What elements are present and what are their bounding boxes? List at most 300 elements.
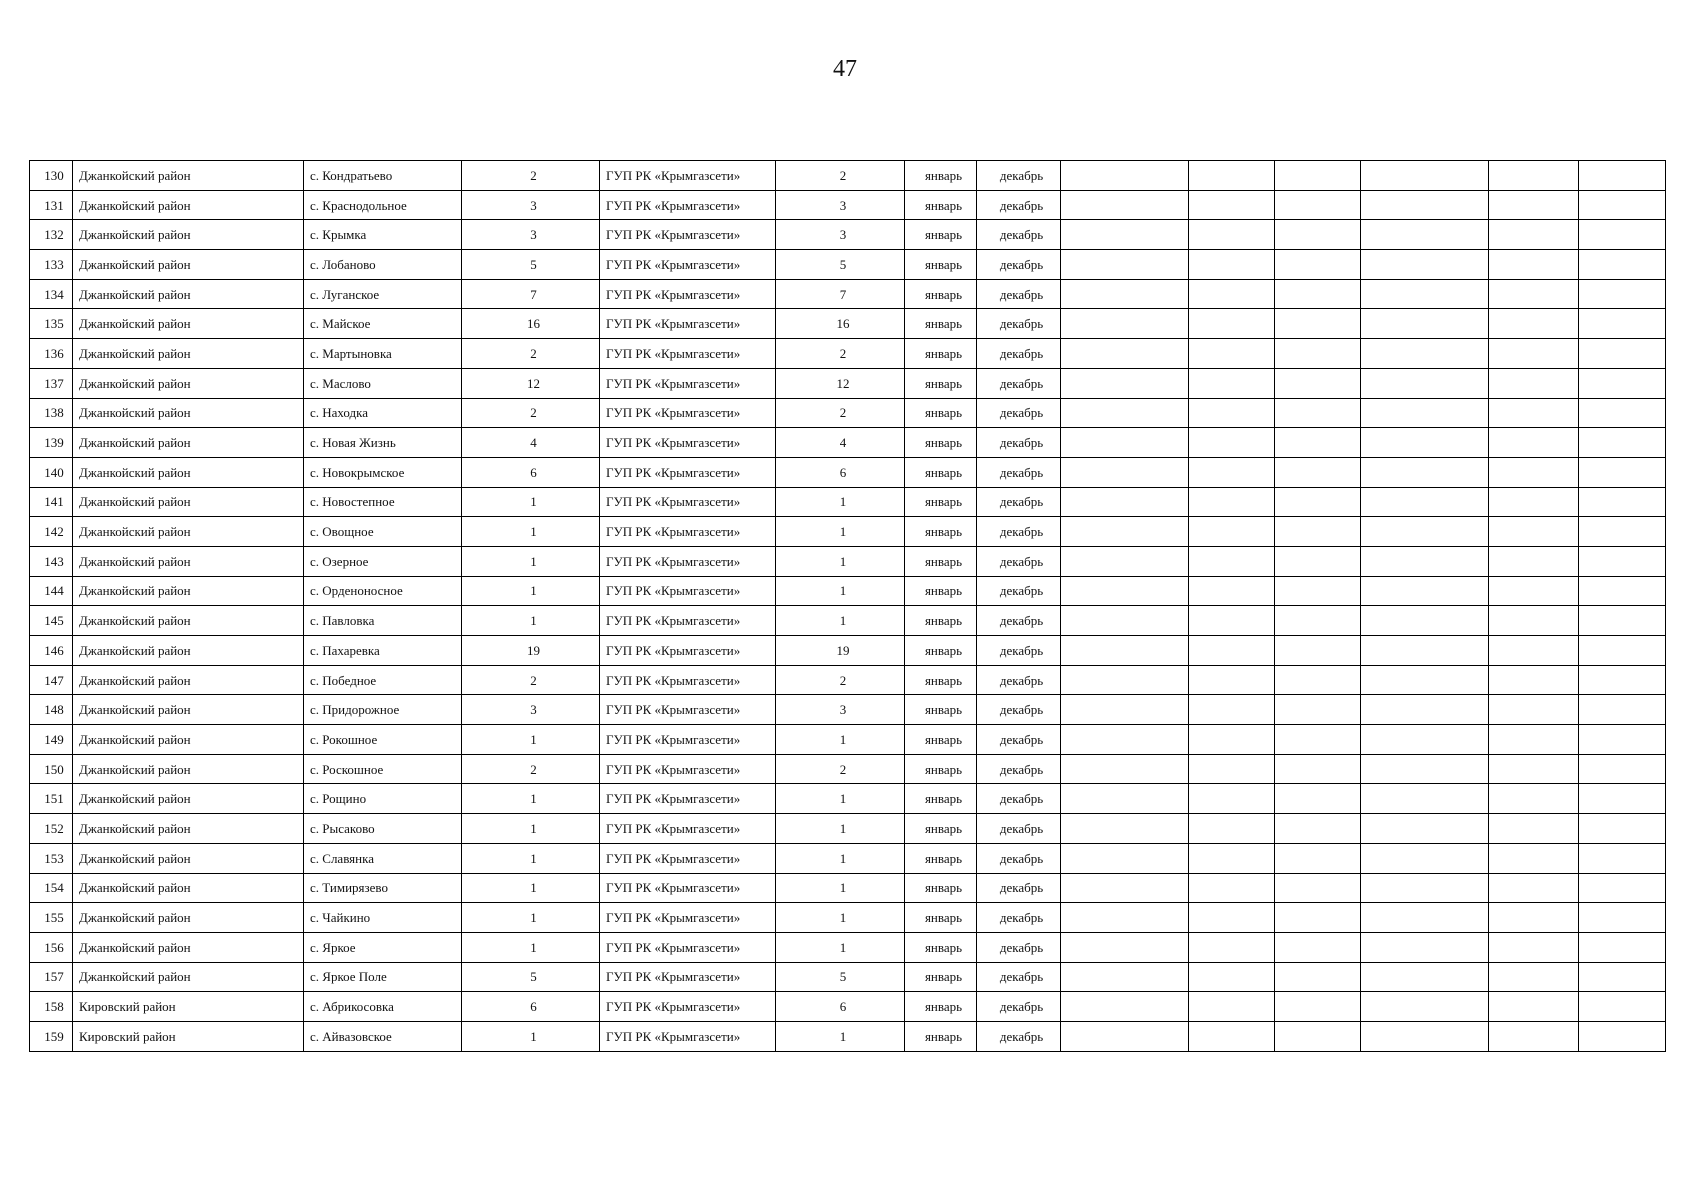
empty-cell	[1061, 1021, 1189, 1051]
start-month-cell: январь	[905, 665, 977, 695]
empty-cell	[1489, 754, 1579, 784]
row-number: 149	[30, 725, 73, 755]
district-cell: Джанкойский район	[73, 368, 304, 398]
table-row	[30, 279, 1666, 309]
empty-cell	[1275, 250, 1361, 280]
settlement-cell: с. Чайкино	[304, 903, 462, 933]
empty-cell	[1061, 220, 1189, 250]
settlement-cell: с. Роскошное	[304, 754, 462, 784]
table-row	[30, 636, 1666, 666]
empty-cell	[1189, 309, 1275, 339]
empty-cell	[1061, 665, 1189, 695]
quantity-planned-cell: 1	[776, 932, 905, 962]
end-month-cell: декабрь	[977, 843, 1061, 873]
settlement-cell: с. Мартыновка	[304, 339, 462, 369]
empty-cell	[1061, 487, 1189, 517]
empty-cell	[1579, 636, 1666, 666]
end-month-cell: декабрь	[977, 695, 1061, 725]
empty-cell	[1061, 992, 1189, 1022]
empty-cell	[1189, 161, 1275, 191]
empty-cell	[1361, 250, 1489, 280]
start-month-cell: январь	[905, 220, 977, 250]
quantity-planned-cell: 2	[776, 754, 905, 784]
empty-cell	[1361, 873, 1489, 903]
start-month-cell: январь	[905, 339, 977, 369]
district-cell: Джанкойский район	[73, 428, 304, 458]
end-month-cell: декабрь	[977, 398, 1061, 428]
organization-cell: ГУП РК «Крымгазсети»	[600, 873, 776, 903]
table-row	[30, 190, 1666, 220]
row-number: 153	[30, 843, 73, 873]
quantity-cell: 4	[462, 428, 600, 458]
quantity-planned-cell: 12	[776, 368, 905, 398]
quantity-planned-cell: 1	[776, 843, 905, 873]
start-month-cell: январь	[905, 517, 977, 547]
row-number: 143	[30, 546, 73, 576]
empty-cell	[1579, 962, 1666, 992]
table-row	[30, 754, 1666, 784]
settlement-cell: с. Майское	[304, 309, 462, 339]
table-row	[30, 161, 1666, 191]
empty-cell	[1579, 992, 1666, 1022]
row-number: 130	[30, 161, 73, 191]
quantity-cell: 6	[462, 992, 600, 1022]
row-number: 142	[30, 517, 73, 547]
organization-cell: ГУП РК «Крымгазсети»	[600, 665, 776, 695]
empty-cell	[1361, 546, 1489, 576]
empty-cell	[1579, 250, 1666, 280]
settlement-cell: с. Краснодольное	[304, 190, 462, 220]
row-number: 137	[30, 368, 73, 398]
settlement-cell: с. Яркое Поле	[304, 962, 462, 992]
table-row	[30, 814, 1666, 844]
row-number: 156	[30, 932, 73, 962]
row-number: 132	[30, 220, 73, 250]
table-row	[30, 368, 1666, 398]
empty-cell	[1061, 517, 1189, 547]
empty-cell	[1189, 784, 1275, 814]
empty-cell	[1189, 1021, 1275, 1051]
empty-cell	[1489, 962, 1579, 992]
start-month-cell: январь	[905, 161, 977, 191]
empty-cell	[1189, 428, 1275, 458]
district-cell: Джанкойский район	[73, 220, 304, 250]
organization-cell: ГУП РК «Крымгазсети»	[600, 606, 776, 636]
end-month-cell: декабрь	[977, 636, 1061, 666]
table-row	[30, 843, 1666, 873]
organization-cell: ГУП РК «Крымгазсети»	[600, 220, 776, 250]
organization-cell: ГУП РК «Крымгазсети»	[600, 368, 776, 398]
end-month-cell: декабрь	[977, 339, 1061, 369]
empty-cell	[1275, 814, 1361, 844]
row-number: 155	[30, 903, 73, 933]
empty-cell	[1489, 576, 1579, 606]
table-row	[30, 695, 1666, 725]
settlement-cell: с. Орденоносное	[304, 576, 462, 606]
empty-cell	[1579, 190, 1666, 220]
end-month-cell: декабрь	[977, 962, 1061, 992]
empty-cell	[1275, 962, 1361, 992]
end-month-cell: декабрь	[977, 428, 1061, 458]
empty-cell	[1579, 814, 1666, 844]
quantity-cell: 12	[462, 368, 600, 398]
empty-cell	[1189, 546, 1275, 576]
settlement-cell: с. Победное	[304, 665, 462, 695]
empty-cell	[1489, 190, 1579, 220]
organization-cell: ГУП РК «Крымгазсети»	[600, 932, 776, 962]
empty-cell	[1061, 309, 1189, 339]
empty-cell	[1189, 190, 1275, 220]
empty-cell	[1189, 636, 1275, 666]
empty-cell	[1489, 368, 1579, 398]
empty-cell	[1361, 962, 1489, 992]
empty-cell	[1061, 428, 1189, 458]
table-row	[30, 309, 1666, 339]
empty-cell	[1275, 695, 1361, 725]
end-month-cell: декабрь	[977, 992, 1061, 1022]
empty-cell	[1361, 814, 1489, 844]
end-month-cell: декабрь	[977, 309, 1061, 339]
start-month-cell: январь	[905, 962, 977, 992]
quantity-cell: 3	[462, 190, 600, 220]
organization-cell: ГУП РК «Крымгазсети»	[600, 903, 776, 933]
empty-cell	[1489, 695, 1579, 725]
organization-cell: ГУП РК «Крымгазсети»	[600, 190, 776, 220]
empty-cell	[1275, 665, 1361, 695]
table-row	[30, 1021, 1666, 1051]
settlement-cell: с. Новая Жизнь	[304, 428, 462, 458]
empty-cell	[1061, 576, 1189, 606]
settlement-cell: с. Славянка	[304, 843, 462, 873]
end-month-cell: декабрь	[977, 932, 1061, 962]
empty-cell	[1489, 457, 1579, 487]
quantity-planned-cell: 4	[776, 428, 905, 458]
empty-cell	[1579, 309, 1666, 339]
start-month-cell: январь	[905, 428, 977, 458]
district-cell: Джанкойский район	[73, 636, 304, 666]
empty-cell	[1361, 279, 1489, 309]
start-month-cell: январь	[905, 932, 977, 962]
district-cell: Джанкойский район	[73, 487, 304, 517]
empty-cell	[1275, 754, 1361, 784]
district-cell: Джанкойский район	[73, 932, 304, 962]
district-cell: Джанкойский район	[73, 339, 304, 369]
quantity-cell: 2	[462, 161, 600, 191]
empty-cell	[1361, 784, 1489, 814]
table-row	[30, 903, 1666, 933]
quantity-planned-cell: 1	[776, 546, 905, 576]
start-month-cell: январь	[905, 725, 977, 755]
empty-cell	[1579, 784, 1666, 814]
organization-cell: ГУП РК «Крымгазсети»	[600, 992, 776, 1022]
quantity-planned-cell: 1	[776, 576, 905, 606]
table-row	[30, 873, 1666, 903]
empty-cell	[1489, 428, 1579, 458]
district-cell: Джанкойский район	[73, 517, 304, 547]
quantity-planned-cell: 1	[776, 517, 905, 547]
row-number: 136	[30, 339, 73, 369]
organization-cell: ГУП РК «Крымгазсети»	[600, 814, 776, 844]
table-row	[30, 220, 1666, 250]
data-table	[29, 160, 1666, 1052]
empty-cell	[1189, 606, 1275, 636]
quantity-cell: 1	[462, 1021, 600, 1051]
organization-cell: ГУП РК «Крымгазсети»	[600, 339, 776, 369]
empty-cell	[1061, 725, 1189, 755]
end-month-cell: декабрь	[977, 190, 1061, 220]
row-number: 135	[30, 309, 73, 339]
end-month-cell: декабрь	[977, 903, 1061, 933]
empty-cell	[1361, 695, 1489, 725]
organization-cell: ГУП РК «Крымгазсети»	[600, 695, 776, 725]
empty-cell	[1061, 873, 1189, 903]
empty-cell	[1579, 161, 1666, 191]
district-cell: Джанкойский район	[73, 606, 304, 636]
empty-cell	[1489, 487, 1579, 517]
start-month-cell: январь	[905, 695, 977, 725]
end-month-cell: декабрь	[977, 576, 1061, 606]
quantity-planned-cell: 19	[776, 636, 905, 666]
quantity-planned-cell: 6	[776, 992, 905, 1022]
empty-cell	[1579, 695, 1666, 725]
quantity-cell: 2	[462, 754, 600, 784]
empty-cell	[1061, 843, 1189, 873]
empty-cell	[1189, 754, 1275, 784]
end-month-cell: декабрь	[977, 517, 1061, 547]
empty-cell	[1189, 339, 1275, 369]
end-month-cell: декабрь	[977, 754, 1061, 784]
end-month-cell: декабрь	[977, 368, 1061, 398]
empty-cell	[1275, 843, 1361, 873]
quantity-cell: 7	[462, 279, 600, 309]
empty-cell	[1061, 161, 1189, 191]
empty-cell	[1489, 636, 1579, 666]
empty-cell	[1275, 992, 1361, 1022]
empty-cell	[1361, 576, 1489, 606]
empty-cell	[1189, 250, 1275, 280]
empty-cell	[1489, 784, 1579, 814]
start-month-cell: январь	[905, 576, 977, 606]
start-month-cell: январь	[905, 398, 977, 428]
empty-cell	[1275, 368, 1361, 398]
end-month-cell: декабрь	[977, 487, 1061, 517]
empty-cell	[1275, 161, 1361, 191]
end-month-cell: декабрь	[977, 220, 1061, 250]
empty-cell	[1061, 754, 1189, 784]
table-row	[30, 932, 1666, 962]
row-number: 150	[30, 754, 73, 784]
table-row	[30, 428, 1666, 458]
empty-cell	[1061, 814, 1189, 844]
district-cell: Джанкойский район	[73, 784, 304, 814]
quantity-planned-cell: 2	[776, 665, 905, 695]
start-month-cell: январь	[905, 1021, 977, 1051]
empty-cell	[1489, 546, 1579, 576]
quantity-cell: 16	[462, 309, 600, 339]
empty-cell	[1061, 636, 1189, 666]
empty-cell	[1489, 606, 1579, 636]
end-month-cell: декабрь	[977, 873, 1061, 903]
empty-cell	[1361, 398, 1489, 428]
end-month-cell: декабрь	[977, 250, 1061, 280]
end-month-cell: декабрь	[977, 161, 1061, 191]
empty-cell	[1361, 309, 1489, 339]
quantity-cell: 1	[462, 487, 600, 517]
organization-cell: ГУП РК «Крымгазсети»	[600, 309, 776, 339]
empty-cell	[1489, 843, 1579, 873]
empty-cell	[1061, 398, 1189, 428]
empty-cell	[1275, 398, 1361, 428]
empty-cell	[1579, 903, 1666, 933]
district-cell: Джанкойский район	[73, 873, 304, 903]
empty-cell	[1579, 487, 1666, 517]
empty-cell	[1275, 873, 1361, 903]
empty-cell	[1361, 992, 1489, 1022]
empty-cell	[1489, 873, 1579, 903]
empty-cell	[1361, 1021, 1489, 1051]
empty-cell	[1579, 428, 1666, 458]
empty-cell	[1275, 725, 1361, 755]
organization-cell: ГУП РК «Крымгазсети»	[600, 487, 776, 517]
start-month-cell: январь	[905, 606, 977, 636]
end-month-cell: декабрь	[977, 1021, 1061, 1051]
table-body	[30, 161, 1666, 1052]
quantity-planned-cell: 3	[776, 190, 905, 220]
quantity-cell: 3	[462, 695, 600, 725]
empty-cell	[1489, 1021, 1579, 1051]
quantity-planned-cell: 6	[776, 457, 905, 487]
empty-cell	[1189, 279, 1275, 309]
empty-cell	[1189, 487, 1275, 517]
organization-cell: ГУП РК «Крымгазсети»	[600, 398, 776, 428]
settlement-cell: с. Пахаревка	[304, 636, 462, 666]
empty-cell	[1275, 190, 1361, 220]
empty-cell	[1489, 220, 1579, 250]
empty-cell	[1489, 279, 1579, 309]
district-cell: Джанкойский район	[73, 309, 304, 339]
district-cell: Джанкойский район	[73, 903, 304, 933]
district-cell: Кировский район	[73, 1021, 304, 1051]
district-cell: Джанкойский район	[73, 695, 304, 725]
empty-cell	[1061, 190, 1189, 220]
start-month-cell: январь	[905, 873, 977, 903]
empty-cell	[1189, 992, 1275, 1022]
row-number: 148	[30, 695, 73, 725]
end-month-cell: декабрь	[977, 665, 1061, 695]
quantity-planned-cell: 1	[776, 903, 905, 933]
start-month-cell: январь	[905, 636, 977, 666]
empty-cell	[1361, 220, 1489, 250]
empty-cell	[1579, 606, 1666, 636]
settlement-cell: с. Айвазовское	[304, 1021, 462, 1051]
row-number: 158	[30, 992, 73, 1022]
empty-cell	[1189, 843, 1275, 873]
row-number: 159	[30, 1021, 73, 1051]
settlement-cell: с. Новостепное	[304, 487, 462, 517]
settlement-cell: с. Крымка	[304, 220, 462, 250]
table-row	[30, 962, 1666, 992]
organization-cell: ГУП РК «Крымгазсети»	[600, 576, 776, 606]
quantity-planned-cell: 1	[776, 1021, 905, 1051]
empty-cell	[1275, 576, 1361, 606]
empty-cell	[1361, 932, 1489, 962]
quantity-cell: 1	[462, 576, 600, 606]
row-number: 138	[30, 398, 73, 428]
empty-cell	[1579, 220, 1666, 250]
empty-cell	[1361, 487, 1489, 517]
end-month-cell: декабрь	[977, 814, 1061, 844]
district-cell: Джанкойский район	[73, 279, 304, 309]
empty-cell	[1361, 190, 1489, 220]
district-cell: Джанкойский район	[73, 190, 304, 220]
empty-cell	[1579, 457, 1666, 487]
empty-cell	[1275, 932, 1361, 962]
empty-cell	[1579, 576, 1666, 606]
district-cell: Джанкойский район	[73, 962, 304, 992]
quantity-cell: 1	[462, 606, 600, 636]
empty-cell	[1275, 220, 1361, 250]
empty-cell	[1189, 457, 1275, 487]
start-month-cell: январь	[905, 487, 977, 517]
empty-cell	[1061, 279, 1189, 309]
table-row	[30, 250, 1666, 280]
empty-cell	[1579, 368, 1666, 398]
quantity-cell: 19	[462, 636, 600, 666]
start-month-cell: январь	[905, 190, 977, 220]
start-month-cell: январь	[905, 309, 977, 339]
empty-cell	[1189, 695, 1275, 725]
empty-cell	[1579, 873, 1666, 903]
empty-cell	[1189, 873, 1275, 903]
empty-cell	[1489, 250, 1579, 280]
empty-cell	[1361, 428, 1489, 458]
empty-cell	[1579, 843, 1666, 873]
empty-cell	[1189, 932, 1275, 962]
district-cell: Джанкойский район	[73, 457, 304, 487]
start-month-cell: январь	[905, 992, 977, 1022]
table-row	[30, 606, 1666, 636]
empty-cell	[1361, 636, 1489, 666]
settlement-cell: с. Находка	[304, 398, 462, 428]
empty-cell	[1489, 339, 1579, 369]
empty-cell	[1489, 992, 1579, 1022]
quantity-planned-cell: 7	[776, 279, 905, 309]
organization-cell: ГУП РК «Крымгазсети»	[600, 250, 776, 280]
empty-cell	[1361, 161, 1489, 191]
quantity-cell: 1	[462, 784, 600, 814]
quantity-cell: 2	[462, 339, 600, 369]
start-month-cell: январь	[905, 546, 977, 576]
settlement-cell: с. Тимирязево	[304, 873, 462, 903]
row-number: 154	[30, 873, 73, 903]
quantity-planned-cell: 1	[776, 784, 905, 814]
empty-cell	[1061, 903, 1189, 933]
settlement-cell: с. Новокрымское	[304, 457, 462, 487]
end-month-cell: декабрь	[977, 457, 1061, 487]
empty-cell	[1275, 517, 1361, 547]
district-cell: Джанкойский район	[73, 814, 304, 844]
table-row	[30, 398, 1666, 428]
district-cell: Джанкойский район	[73, 546, 304, 576]
empty-cell	[1275, 457, 1361, 487]
empty-cell	[1361, 665, 1489, 695]
empty-cell	[1361, 339, 1489, 369]
district-cell: Джанкойский район	[73, 250, 304, 280]
empty-cell	[1061, 250, 1189, 280]
table-row	[30, 546, 1666, 576]
empty-cell	[1275, 309, 1361, 339]
table-row	[30, 665, 1666, 695]
